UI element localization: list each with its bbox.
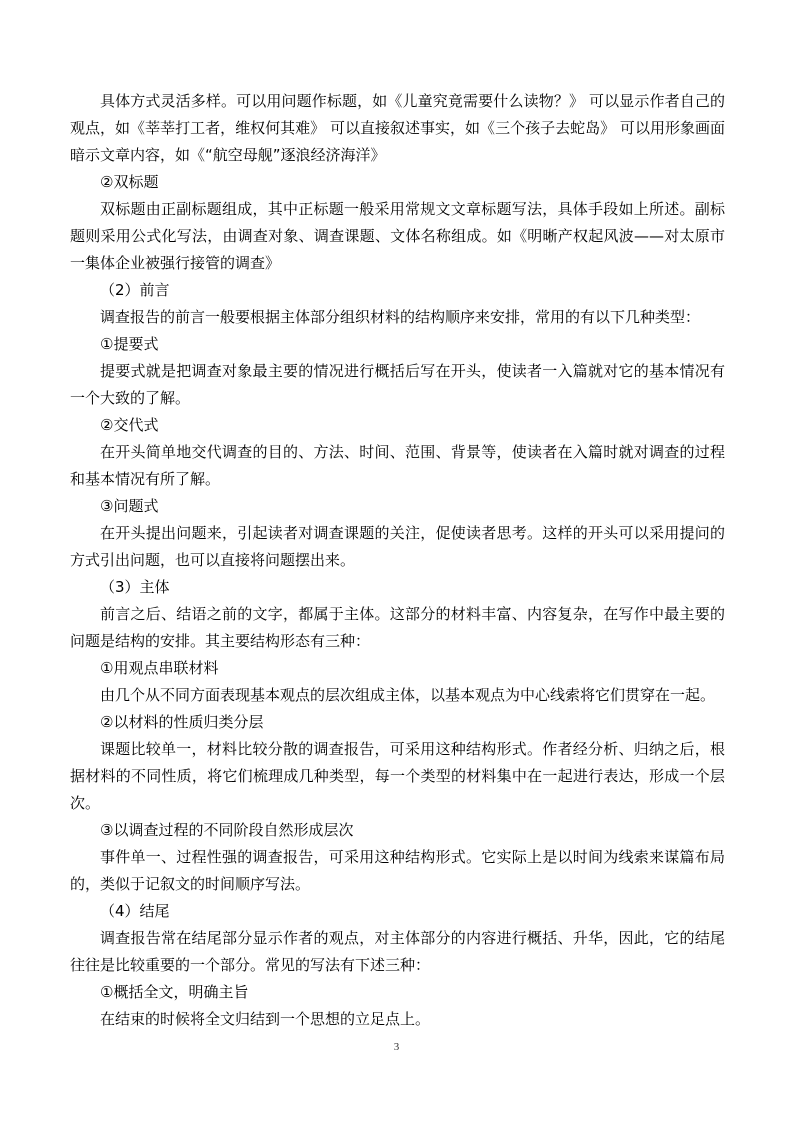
heading-ending: （4）结尾: [100, 902, 170, 920]
paragraph-preface: 调查报告的前言一般要根据主体部分组织材料的结构顺序来安排，常用的有以下几种类型：: [100, 308, 701, 326]
paragraph-summary-style: 提要式就是把调查对象最主要的情况进行概括后写在开头，使读者一入篇就对它的基本情况有一个大致的了解。: [70, 362, 725, 407]
heading-double-title: ②双标题: [100, 173, 159, 191]
heading-question-style: ③问题式: [100, 497, 159, 515]
paragraph-material-nature: 课题比较单一，材料比较分散的调查报告，可采用这种结构形式。作者经分析、归纳之后，根据材料的不同性质，将它们梳理成几种类型，每一个类型的材料集中在一起进行表达，形成一个层次。: [70, 740, 725, 812]
paragraph-double-title: 双标题由正副标题组成，其中正标题一般采用常规文文章标题写法，具体手段如上所述。副标题则采用公式化写法，由调查对象、调查课题、文体名称组成。如《明晰产权起风波——对太原市一集体企业被强行接管的调查》: [70, 200, 725, 272]
page-number: 3: [393, 1041, 400, 1053]
heading-viewpoint-link: ①用观点串联材料: [100, 659, 219, 677]
paragraph-question-style: 在开头提出问题来，引起读者对调查课题的关注，促使读者思考。这样的开头可以采用提问的方式引出问题，也可以直接将问题摆出来。: [70, 524, 725, 569]
heading-main-body: （3）主体: [100, 578, 170, 596]
heading-explanation-style: ②交代式: [100, 416, 159, 434]
heading-preface: （2）前言: [100, 281, 170, 299]
paragraph-viewpoint-link: 由几个从不同方面表现基本观点的层次组成主体，以基本观点为中心线索将它们贯穿在一起。: [100, 686, 716, 704]
heading-process-stages: ③以调查过程的不同阶段自然形成层次: [100, 821, 354, 839]
paragraph-title-methods: 具体方式灵活多样。可以用问题作标题，如《儿童究竟需要什么读物？》 可以显示作者自己的观点，如《莘莘打工者，维权何其难》 可以直接叙述事实，如《三个孩子去蛇岛》 可以用形象画面暗示文章内容，如《“航空母舰”逐浪经济海洋》: [70, 92, 725, 164]
heading-summary-style: ①提要式: [100, 335, 159, 353]
paragraph-process-stages: 事件单一、过程性强的调查报告，可采用这种结构形式。它实际上是以时间为线索来谋篇布局的，类似于记叙文的时间顺序写法。: [70, 848, 725, 893]
paragraph-explanation-style: 在开头简单地交代调查的目的、方法、时间、范围、背景等，使读者在入篇时就对调查的过程和基本情况有所了解。: [70, 443, 725, 488]
paragraph-ending: 调查报告常在结尾部分显示作者的观点，对主体部分的内容进行概括、升华，因此，它的结尾往往是比较重要的一个部分。常见的写法有下述三种：: [70, 929, 725, 974]
document-body: [70, 88, 725, 1033]
heading-material-nature: ②以材料的性质归类分层: [100, 713, 264, 731]
paragraph-summarize-full-text: 在结束的时候将全文归结到一个思想的立足点上。: [100, 1010, 431, 1028]
paragraph-main-body: 前言之后、结语之前的文字，都属于主体。这部分的材料丰富、内容复杂，在写作中最主要的问题是结构的安排。其主要结构形态有三种：: [70, 605, 725, 650]
heading-summarize-full-text: ①概括全文，明确主旨: [100, 983, 249, 1001]
